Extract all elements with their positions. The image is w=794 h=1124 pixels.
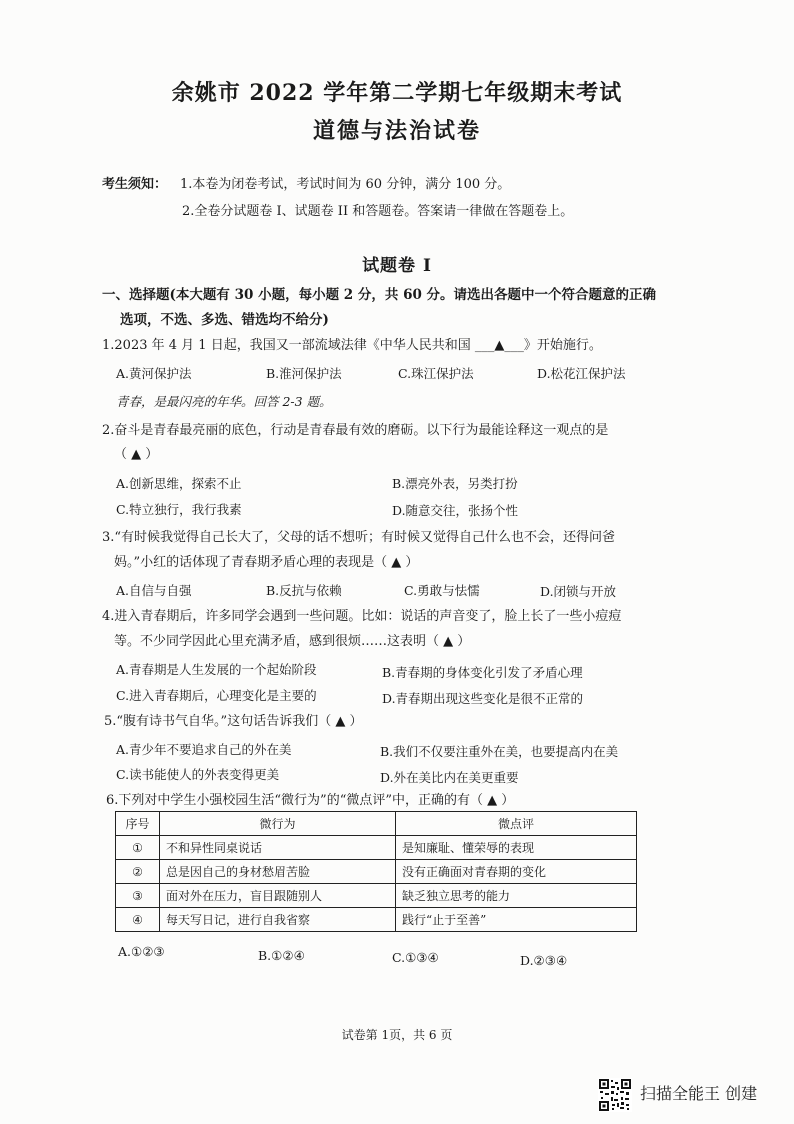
question-6-option-a: A.①②③ — [118, 944, 165, 959]
table-header-cell: 微点评 — [396, 812, 637, 836]
table-header-cell: 微行为 — [160, 812, 396, 836]
table-cell: ① — [116, 836, 160, 860]
question-6-option-b: B.①②④ — [258, 948, 305, 963]
table-header-cell: 序号 — [116, 812, 160, 836]
table-row — [116, 860, 637, 884]
table-cell: 不和异性同桌说话 — [160, 836, 396, 860]
table-cell: 践行“止于至善” — [396, 908, 637, 932]
question-1-option-b: B.淮河保护法 — [266, 366, 342, 381]
question-2-option-a: A.创新思维，探索不止 — [116, 476, 242, 491]
question-2-option-c: C.特立独行，我行我素 — [116, 502, 242, 517]
question-1-stem: 1.2023 年 4 月 1 日起，我国又一部流域法律《中华人民共和国 ___▲___》开始施行。 — [102, 338, 602, 353]
table-cell: 缺乏独立思考的能力 — [396, 884, 637, 908]
question-5-option-c: C.读书能使人的外表变得更美 — [116, 767, 280, 782]
question-4-option-d: D.青春期出现这些变化是很不正常的 — [382, 691, 584, 706]
table-cell: ② — [116, 860, 160, 884]
question-3-option-d: D.闭锁与开放 — [540, 584, 617, 599]
question-3-option-a: A.自信与自强 — [116, 583, 192, 598]
exam-subtitle: 道德与法治试卷 — [312, 118, 481, 144]
table-cell: 每天写日记，进行自我省察 — [160, 908, 396, 932]
question-1-option-d: D.松花江保护法 — [537, 366, 626, 381]
question-3-option-b: B.反抗与依赖 — [266, 583, 342, 598]
question-4-stem: 4.进入青春期后，许多同学会遇到一些问题。比如：说话的声音变了，脸上长了一些小痘痘 — [102, 609, 622, 624]
question-2-option-b: B.漂亮外表，另类打扮 — [392, 476, 518, 491]
question-5-stem: 5.“腹有诗书气自华。”这句话告诉我们（ ▲ ） — [104, 714, 363, 729]
question-5-option-d: D.外在美比内在美更重要 — [380, 770, 519, 785]
notice-label: 考生须知： — [102, 177, 168, 192]
question-6-option-d: D.②③④ — [520, 953, 568, 968]
table-row — [116, 836, 637, 860]
question-5-option-b: B.我们不仅要注重外在美，也要提高内在美 — [380, 744, 619, 759]
table-cell: 没有正确面对青春期的变化 — [396, 860, 637, 884]
notice-item-2: 2.全卷分试题卷 I、试题卷 II 和答题卷。答案请一律做在答题卷上。 — [182, 204, 574, 219]
part-heading-cont: 选项，不选、多选、错选均不给分) — [120, 312, 329, 328]
question-1-option-c: C.珠江保护法 — [398, 366, 474, 381]
question-4-option-a: A.青春期是人生发展的一个起始阶段 — [116, 662, 317, 677]
scanner-watermark-label: 扫描全能王 创建 — [640, 1084, 758, 1103]
page-footer: 试卷第 1页，共 6 页 — [341, 1028, 453, 1042]
question-6-table — [115, 811, 637, 932]
section-title: 试题卷 I — [362, 256, 432, 276]
question-2-stem: 2.奋斗是青春最亮丽的底色，行动是青春最有效的磨砺。以下行为最能诠释这一观点的是 — [102, 423, 609, 438]
intro-2-3: 青春，是最闪亮的年华。回答 2-3 题。 — [116, 394, 332, 409]
part-heading: 一、选择题(本大题有 30 小题，每小题 2 分，共 60 分。请选出各题中一个符合题意的正确 — [102, 287, 657, 303]
question-4-option-c: C.进入青春期后，心理变化是主要的 — [116, 688, 317, 703]
question-3-stem: 3.“有时候我觉得自己长大了，父母的话不想听；有时候又觉得自己什么也不会，还得问爸 — [102, 530, 616, 545]
table-header-row — [116, 812, 637, 836]
question-2-option-d: D.随意交往，张扬个性 — [392, 503, 519, 518]
table-cell: ③ — [116, 884, 160, 908]
question-3-stem-cont: 妈。”小红的话体现了青春期矛盾心理的表现是（ ▲ ） — [114, 555, 419, 570]
table-row — [116, 884, 637, 908]
table-cell: 面对外在压力，盲目跟随别人 — [160, 884, 396, 908]
table-cell: 是知廉耻、懂荣辱的表现 — [396, 836, 637, 860]
question-6-stem: 6.下列对中学生小强校园生活“微行为”的“微点评”中，正确的有（ ▲ ） — [106, 793, 515, 808]
qr-code-icon — [598, 1078, 632, 1112]
question-4-stem-cont: 等。不少同学因此心里充满矛盾，感到很烦……这表明（ ▲ ） — [114, 634, 471, 649]
question-1-option-a: A.黄河保护法 — [116, 366, 192, 381]
question-3-option-c: C.勇敢与怯懦 — [404, 583, 480, 598]
table-row — [116, 908, 637, 932]
table-cell: ④ — [116, 908, 160, 932]
table-cell: 总是因自己的身材愁眉苦脸 — [160, 860, 396, 884]
notice-item-1: 1.本卷为闭卷考试，考试时间为 60 分钟，满分 100 分。 — [180, 177, 511, 192]
question-2-stem-cont: （ ▲ ） — [114, 447, 159, 462]
question-5-option-a: A.青少年不要追求自己的外在美 — [116, 742, 292, 757]
question-4-option-b: B.青春期的身体变化引发了矛盾心理 — [382, 665, 583, 680]
exam-title: 余姚市 2022 学年第二学期七年级期末考试 — [171, 80, 623, 106]
question-6-option-c: C.①③④ — [392, 950, 439, 965]
